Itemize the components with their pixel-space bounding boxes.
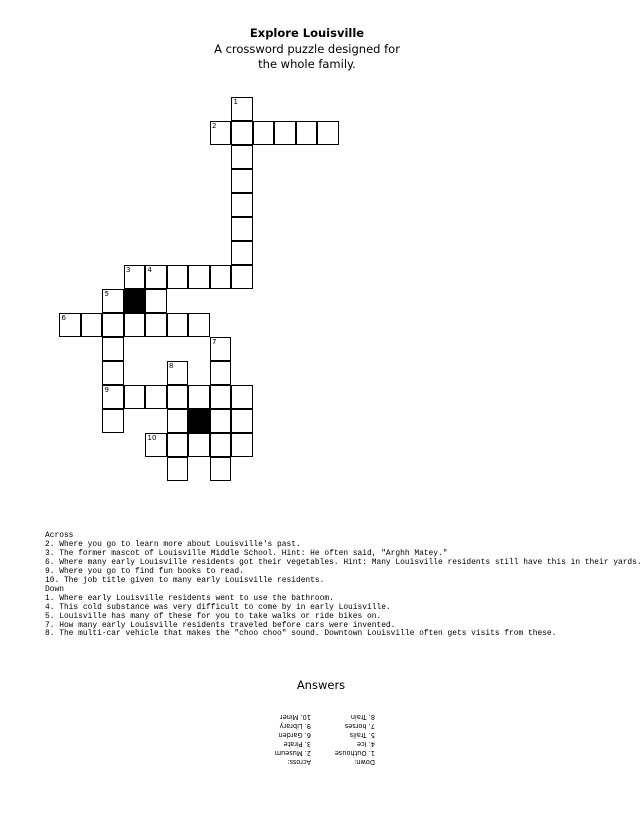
puzzle-subtitle-line2: the whole family. [258, 57, 356, 71]
grid-cell [231, 193, 253, 217]
grid-cell [188, 313, 210, 337]
across-clue: 10. The job title given to many early Louisville residents. [45, 575, 325, 585]
grid-cell [317, 121, 339, 145]
grid-cell [188, 433, 210, 457]
grid-cell [81, 313, 103, 337]
clue-number-3: 3 [126, 266, 131, 274]
grid-cell [145, 289, 167, 313]
clue-list [45, 532, 640, 639]
grid-cell [102, 409, 124, 433]
answer-item: 6. Garden [278, 731, 311, 739]
clue-number-7: 7 [212, 338, 217, 346]
grid-cell [231, 217, 253, 241]
down-clue: 5. Louisville has many of these for you to take walks or ride bikes on. [45, 611, 382, 621]
black-cell [188, 409, 210, 433]
clue-number-1: 1 [233, 98, 238, 106]
grid-cell [167, 313, 189, 337]
answers-down-heading: Down: [354, 758, 375, 766]
answer-item: 3. Pirate [283, 740, 311, 748]
clue-number-6: 6 [61, 314, 66, 322]
grid-cell [167, 265, 189, 289]
down-clue: 8. The multi-car vehicle that makes the "choo choo" sound. Downtown Louisville often gets visits from these. [45, 629, 557, 639]
answers-down-column [319, 712, 375, 766]
grid-cell [210, 361, 232, 385]
answer-item: 2. Museum [274, 749, 311, 757]
grid-cell [210, 409, 232, 433]
grid-cell [210, 265, 232, 289]
answer-item: 1. Outhouse [334, 749, 375, 757]
answers-across-heading: Across: [287, 758, 311, 766]
grid-cell [253, 121, 275, 145]
grid-cell [167, 457, 189, 481]
grid-cell [124, 313, 146, 337]
puzzle-title: Explore Louisville [249, 26, 365, 40]
down-clue: 4. This cold substance was very difficult to come by in early Louisville. [45, 602, 391, 612]
clue-number-4: 4 [147, 266, 152, 274]
across-clue: 2. Where you go to learn more about Louisville's past. [45, 539, 301, 549]
answer-item: 8. Train [350, 713, 375, 721]
clue-number-9: 9 [104, 386, 109, 394]
grid-cell [231, 433, 253, 457]
answer-item: 9. Library [279, 722, 311, 730]
grid-cell [167, 385, 189, 409]
grid-cell [102, 337, 124, 361]
clue-number-2: 2 [212, 122, 217, 130]
answer-item: 5. Trails [349, 731, 375, 739]
grid-cell [145, 313, 167, 337]
grid-cell [231, 121, 253, 145]
grid-cell [124, 385, 146, 409]
across-clue: 9. Where you go to find fun books to read. [45, 566, 244, 576]
clue-number-8: 8 [169, 362, 174, 370]
grid-cell [145, 385, 167, 409]
grid-cell [167, 433, 189, 457]
grid-cell [274, 121, 296, 145]
black-cell [124, 289, 146, 313]
across-clue: 6. Where many early Louisville residents got their vegetables. Hint: Many Louisville residents still have this in their yards. [45, 557, 642, 567]
grid-cell [231, 241, 253, 265]
across-clue: 3. The former mascot of Louisville Middle School. Hint: He often said, "Arghh Matey." [45, 548, 448, 558]
grid-cell [102, 361, 124, 385]
clue-number-10: 10 [147, 434, 157, 442]
grid-cell [102, 313, 124, 337]
grid-cell [188, 265, 210, 289]
answers-across-column [255, 712, 311, 766]
answers-title: Answers [296, 678, 346, 692]
grid-cell [210, 385, 232, 409]
answer-item: 4. Ice [356, 740, 375, 748]
down-clue: 1. Where early Louisville residents went to use the bathroom. [45, 593, 334, 603]
grid-cell [231, 145, 253, 169]
grid-cell [210, 457, 232, 481]
grid-cell [210, 433, 232, 457]
down-clue: 7. How many early Louisville residents traveled before cars were invented. [45, 620, 396, 630]
answer-key-upside-down [250, 700, 375, 766]
clue-number-5: 5 [104, 290, 109, 298]
across-heading: Across [45, 531, 74, 540]
grid-cell [167, 409, 189, 433]
answer-item: 7. horses [344, 722, 375, 730]
grid-cell [231, 169, 253, 193]
grid-cell [231, 265, 253, 289]
grid-cell [231, 385, 253, 409]
grid-cell [188, 385, 210, 409]
down-heading: Down [45, 584, 64, 594]
puzzle-subtitle-line1: A crossword puzzle designed for [214, 41, 400, 56]
grid-cell [296, 121, 318, 145]
answer-item: 10. Miner [279, 713, 311, 721]
grid-cell [231, 409, 253, 433]
